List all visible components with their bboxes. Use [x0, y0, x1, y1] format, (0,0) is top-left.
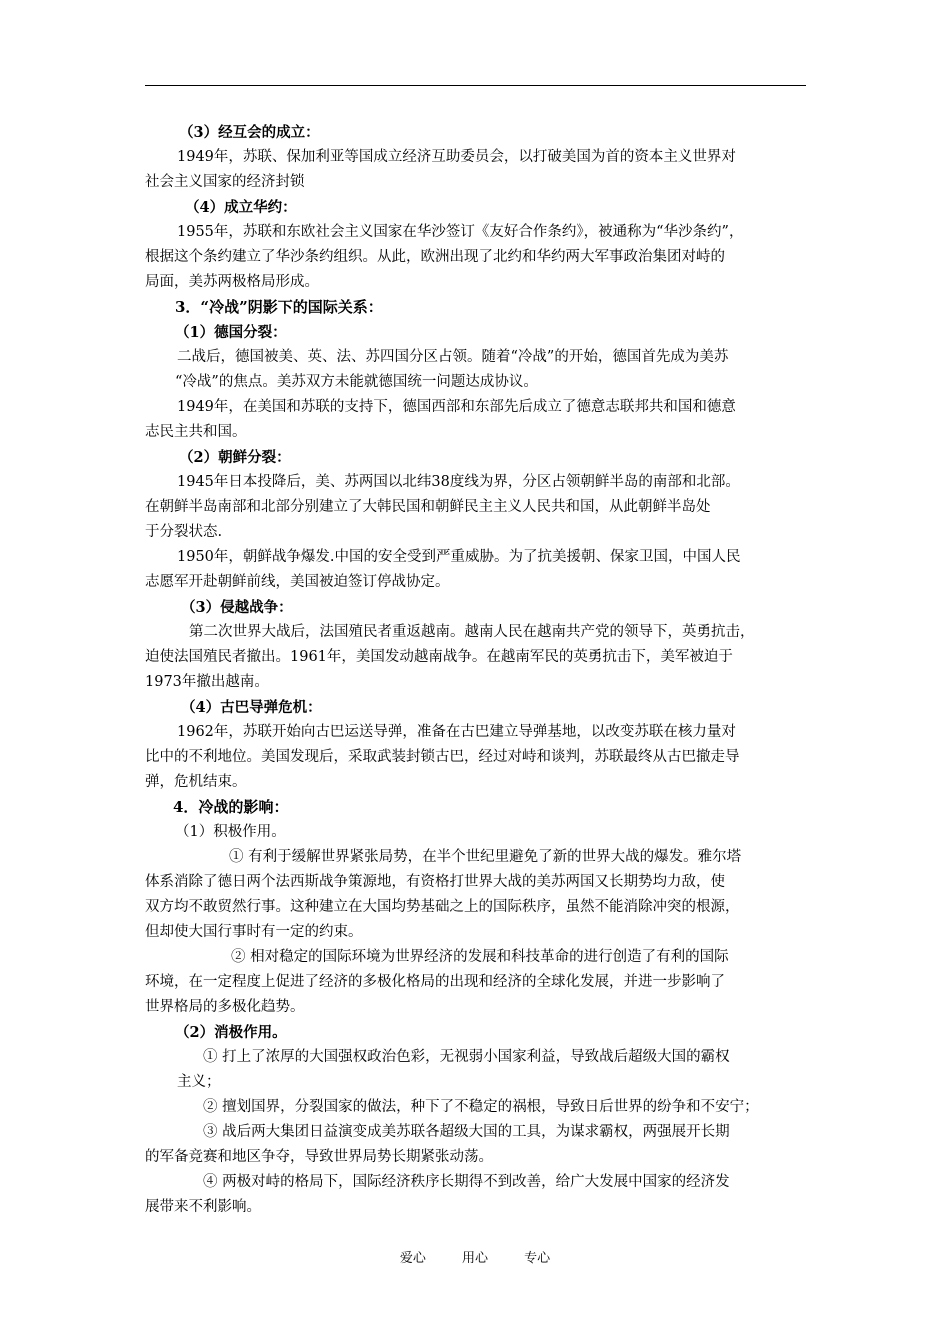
header-rule	[145, 85, 806, 86]
paragraph-line: 主义；	[177, 1074, 221, 1090]
paragraph-line: 的军备竞赛和地区争夺，导致世界局势长期紧张动荡。	[145, 1149, 493, 1165]
paragraph-line: 双方均不敢贸然行事。这种建立在大国均势基础之上的国际秩序，虽然不能消除冲突的根源，	[145, 899, 740, 915]
paragraph-line: 1962年，苏联开始向古巴运送导弹，准备在古巴建立导弹基地，以改变苏联在核力量对	[177, 724, 736, 740]
paragraph-line: 比中的不利地位。美国发现后，采取武装封锁古巴，经过对峙和谈判，苏联最终从古巴撤走导	[145, 749, 740, 765]
section-heading: （4）成立华约：	[185, 199, 297, 216]
paragraph-line: ② 相对稳定的国际环境为世界经济的发展和科技革命的进行创造了有利的国际	[231, 949, 729, 965]
paragraph-line: 1949年，在美国和苏联的支持下，德国西部和东部先后成立了德意志联邦共和国和德意	[177, 399, 736, 415]
paragraph-line: 第二次世界大战后，法国殖民者重返越南。越南人民在越南共产党的领导下，英勇抗击，	[189, 624, 755, 640]
paragraph-line: 1955年，苏联和东欧社会主义国家在华沙签订《友好合作条约》，被通称为“华沙条约”，	[177, 224, 744, 240]
paragraph-line: 二战后，德国被美、英、法、苏四国分区占领。随着“冷战”的开始，德国首先成为美苏	[177, 349, 729, 365]
section-heading: （3）侵越战争：	[181, 599, 293, 616]
paragraph-line: “冷战”的焦点。美苏双方未能就德国统一问题达成协议。	[175, 374, 538, 390]
paragraph-line: 环境，在一定程度上促进了经济的多极化格局的出现和经济的全球化发展，并进一步影响了	[145, 974, 725, 990]
section-heading: （4）古巴导弹危机：	[181, 699, 322, 716]
paragraph-line: 弹，危机结束。	[145, 774, 247, 790]
paragraph-line: ① 有利于缓解世界紧张局势，在半个世纪里避免了新的世界大战的爆发。雅尔塔	[229, 849, 742, 865]
paragraph-line: ② 擅划国界，分裂国家的做法，种下了不稳定的祸根，导致日后世界的纷争和不安宁；	[203, 1099, 759, 1115]
paragraph-line: 社会主义国家的经济封锁	[145, 174, 305, 190]
paragraph-line: 迫使法国殖民者撤出。1961年，美国发动越南战争。在越南军民的英勇抗击下，美军被迫于	[145, 649, 733, 665]
footer-text-3: 专心	[524, 1251, 551, 1266]
paragraph-line: 但却使大国行事时有一定的约束。	[145, 924, 363, 940]
paragraph-line: 志民主共和国。	[145, 424, 247, 440]
paragraph-line: 体系消除了德日两个法西斯战争策源地，有资格打世界大战的美苏两国又长期势均力敌，使	[145, 874, 725, 890]
page-footer	[0, 1247, 950, 1266]
paragraph-line: ④ 两极对峙的格局下，国际经济秩序长期得不到改善，给广大发展中国家的经济发	[203, 1174, 730, 1190]
paragraph-line: 于分裂状态.	[145, 524, 223, 540]
footer-text-2: 用心	[461, 1251, 488, 1266]
paragraph-line: 展带来不利影响。	[145, 1199, 261, 1215]
paragraph-line: 1945年日本投降后，美、苏两国以北纬38度线为界，分区占领朝鲜半岛的南部和北部。	[177, 474, 740, 490]
paragraph-line: 根据这个条约建立了华沙条约组织。从此，欧洲出现了北约和华约两大军事政治集团对峙的	[145, 249, 725, 265]
section-heading: 4．冷战的影响：	[173, 798, 289, 816]
paragraph-line: 世界格局的多极化趋势。	[145, 999, 305, 1015]
section-heading: （1）德国分裂：	[175, 324, 287, 341]
paragraph-line: 局面，美苏两极格局形成。	[145, 274, 319, 290]
paragraph-line: 1973年撤出越南。	[145, 674, 269, 690]
paragraph-line: （1）积极作用。	[175, 824, 286, 840]
section-heading: （2）朝鲜分裂：	[179, 449, 291, 466]
section-heading: （3）经互会的成立：	[179, 124, 320, 141]
paragraph-line: 1950年，朝鲜战争爆发.中国的安全受到严重威胁。为了抗美援朝、保家卫国，中国人民	[177, 549, 741, 565]
section-heading: （2）消极作用。	[175, 1024, 287, 1041]
paragraph-line: ① 打上了浓厚的大国强权政治色彩，无视弱小国家利益，导致战后超级大国的霸权	[203, 1049, 730, 1065]
paragraph-line: 志愿军开赴朝鲜前线，美国被迫签订停战协定。	[145, 574, 450, 590]
document-body	[145, 120, 810, 1220]
section-heading: 3．“冷战”阴影下的国际关系：	[175, 298, 383, 316]
footer-text-1: 爱心	[399, 1251, 426, 1266]
paragraph-line: 1949年，苏联、保加利亚等国成立经济互助委员会，以打破美国为首的资本主义世界对	[177, 149, 736, 165]
paragraph-line: 在朝鲜半岛南部和北部分别建立了大韩民国和朝鲜民主主义人民共和国，从此朝鲜半岛处	[145, 499, 711, 515]
paragraph-line: ③ 战后两大集团日益演变成美苏联各超级大国的工具，为谋求霸权，两强展开长期	[203, 1124, 730, 1140]
